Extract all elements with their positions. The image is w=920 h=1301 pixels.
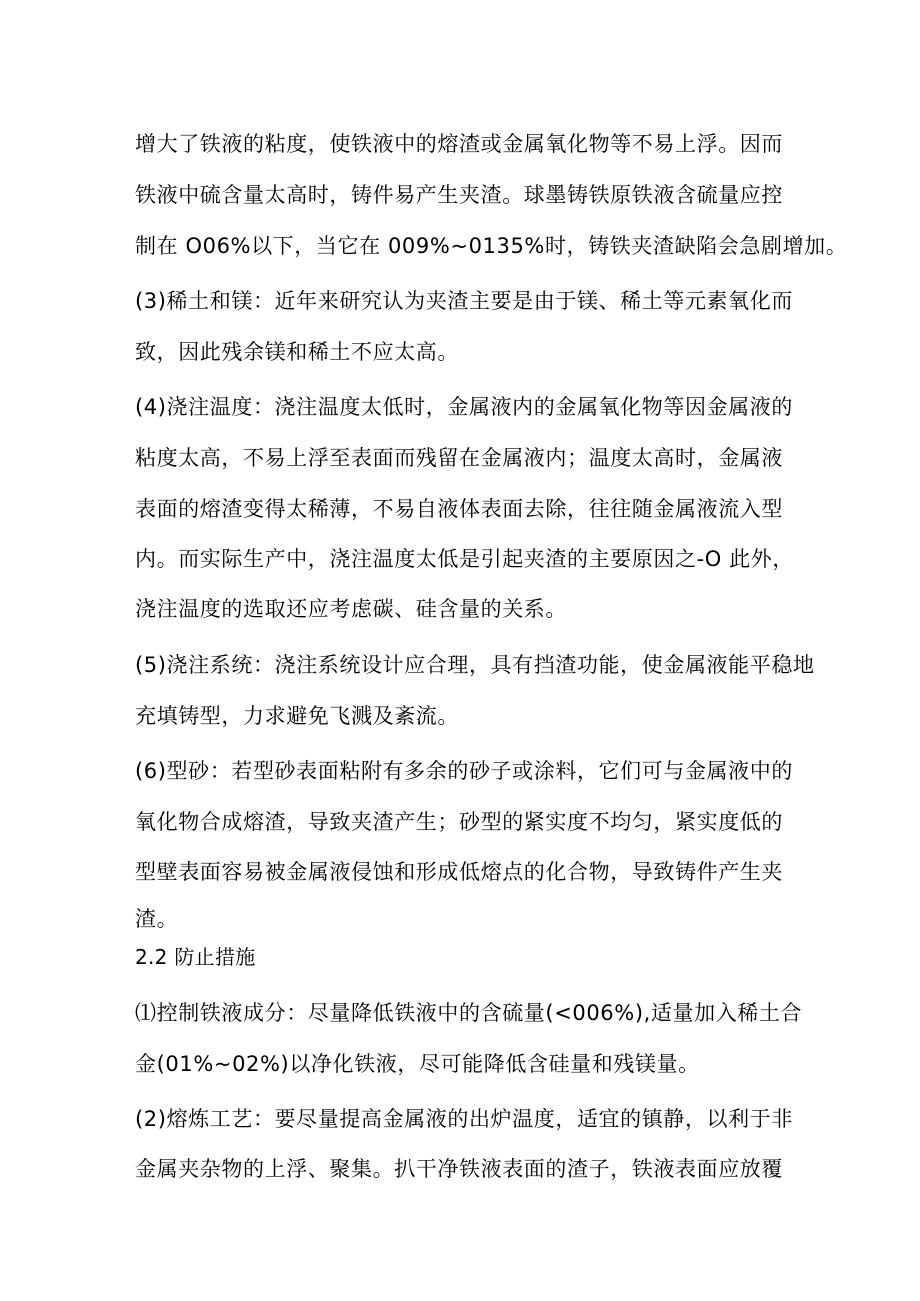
- text-line: 充填铸型，力求避免飞溅及紊流。: [135, 704, 459, 728]
- text-line: 铁液中硫含量太高时，铸件易产生夹渣。球墨铸铁原铁液含硫量应控: [135, 183, 783, 207]
- text-line: 型壁表面容易被金属液侵蚀和形成低熔点的化合物，导致铸件产生夹: [135, 860, 783, 884]
- text-line: 渣。: [135, 907, 179, 931]
- text-line: (4)浇注温度：浇注温度太低时，金属液内的金属氧化物等因金属液的: [135, 395, 793, 419]
- text-line: 制在 O06%以下，当它在 009%~0135%时，铸铁夹渣缺陷会急剧增加。: [135, 234, 848, 258]
- text-line: 增大了铁液的粘度，使铁液中的熔渣或金属氧化物等不易上浮。因而: [135, 132, 783, 156]
- text-line: 粘度太高，不易上浮至表面而残留在金属液内；温度太高时，金属液: [135, 446, 783, 470]
- text-line: 金属夹杂物的上浮、聚集。扒干净铁液表面的渣子，铁液表面应放覆: [135, 1157, 783, 1181]
- text-line: 氧化物合成熔渣，导致夹渣产生；砂型的紧实度不均匀，紧实度低的: [135, 810, 783, 834]
- section-heading: 2.2 防止措施: [135, 945, 256, 969]
- text-line: 致，因此残余镁和稀土不应太高。: [135, 340, 459, 364]
- text-line: 表面的熔渣变得太稀薄，不易自液体表面去除，往往随金属液流入型: [135, 497, 783, 521]
- text-line: 浇注温度的选取还应考虑碳、硅含量的关系。: [135, 597, 567, 621]
- text-line: (6)型砂：若型砂表面粘附有多余的砂子或涂料，它们可与金属液中的: [135, 759, 793, 783]
- text-line: 内。而实际生产中，浇注温度太低是引起夹渣的主要原因之-O 此外，: [135, 547, 794, 571]
- text-line: ⑴控制铁液成分：尽量降低铁液中的含硫量(<006%),适量加入稀土合: [135, 1001, 803, 1025]
- text-line: (5)浇注系统：浇注系统设计应合理，具有挡渣功能，使金属液能平稳地: [135, 653, 815, 677]
- text-line: (3)稀土和镁：近年来研究认为夹渣主要是由于镁、稀土等元素氧化而: [135, 289, 793, 313]
- text-line: 金(01%~02%)以净化铁液，尽可能降低含硅量和残镁量。: [135, 1052, 700, 1076]
- text-line: (2)熔炼工艺：要尽量提高金属液的出炉温度，适宜的镇静，以利于非: [135, 1107, 793, 1131]
